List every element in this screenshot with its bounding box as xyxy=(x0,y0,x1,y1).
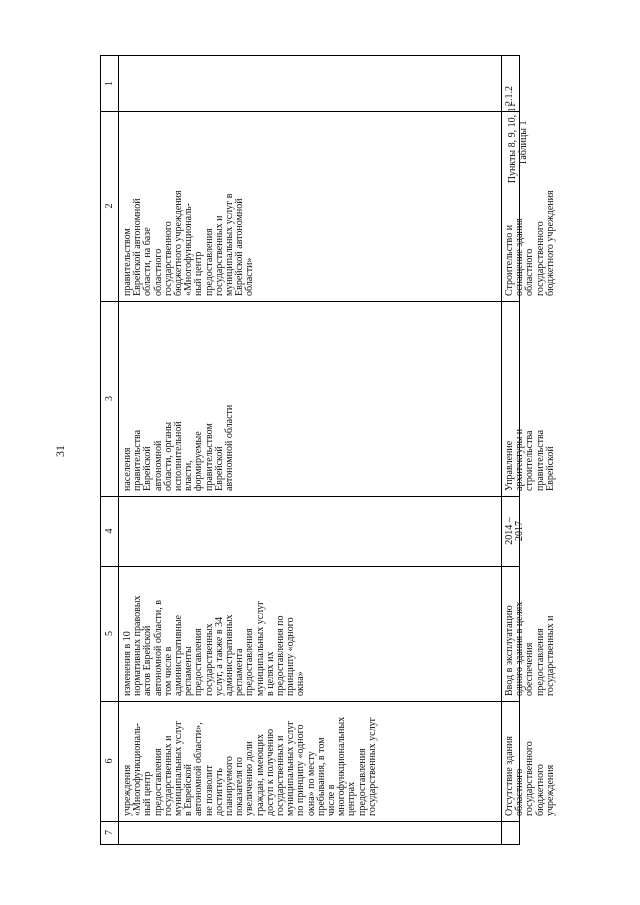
header-col-2: 2 xyxy=(104,203,115,209)
page-number: 31 xyxy=(53,445,67,457)
row2-col2: Строительство и оснащение здания областного государственного бюджетного учреждения xyxy=(504,190,556,296)
row1-col2: правительством Еврейской автономной области, на базе областного государственного бюджетного учреждения «Многофункциональ- ный центр предоставления государственных и муниципальных услуг в Еврейской автономной области» xyxy=(122,190,256,296)
header-col-5: 5 xyxy=(104,631,115,636)
row1-col3: населения правительства Еврейской автономной области, органы исполнительной власти, формируемые правительством Еврейской автономной области xyxy=(122,404,236,491)
row-divider xyxy=(501,56,502,844)
column-divider xyxy=(101,821,519,822)
column-divider xyxy=(101,111,519,112)
rotated-table xyxy=(100,55,556,845)
header-col-1: 1 xyxy=(104,81,115,86)
header-col-3: 3 xyxy=(104,396,115,401)
column-divider xyxy=(101,701,519,702)
column-divider xyxy=(101,301,519,302)
header-col-7: 7 xyxy=(104,830,115,835)
row2-col1: 2.1.2 xyxy=(504,86,515,106)
column-divider xyxy=(101,496,519,497)
row2-col7: Пункты 8, 9, 10, 11 Таблицы 1 xyxy=(507,102,529,184)
row1-col5: изменения в 10 нормативных правовых актов Еврейской автономной области, в том числе в административные регламенты предоставления государственных услуг, а также в 34 административных регламента предоставления муниципальных услуг в целях их предоставления по принципу «одного окна» xyxy=(122,595,307,696)
row1-col6: учреждения «Многофункциональ- ный центр предоставления государственных и муниципальных услуг в Еврейской автономной области», не позволит достигнуть планируемого показателя по увеличению доли граждан, имеющих доступ к получению государственных и муниципальных услуг по принципу «одного окна» по месту пребывания, в том числе в многофункциональных центрах предоставления государственных услуг xyxy=(122,716,378,816)
column-divider xyxy=(101,566,519,567)
row2-col6: Отсутствие здания областного государственного бюджетного учреждения xyxy=(504,736,556,816)
header-col-6: 6 xyxy=(104,758,115,764)
row2-col3: Управление архитектуры и строительства правительства Еврейской xyxy=(504,428,556,491)
header-col-4: 4 xyxy=(104,528,115,534)
row2-col5: Ввод в эксплуатацию одного здания в целях обеспечения предоставления государственных и xyxy=(504,601,556,696)
row2-col4: 2014 – 2017 xyxy=(504,517,526,545)
